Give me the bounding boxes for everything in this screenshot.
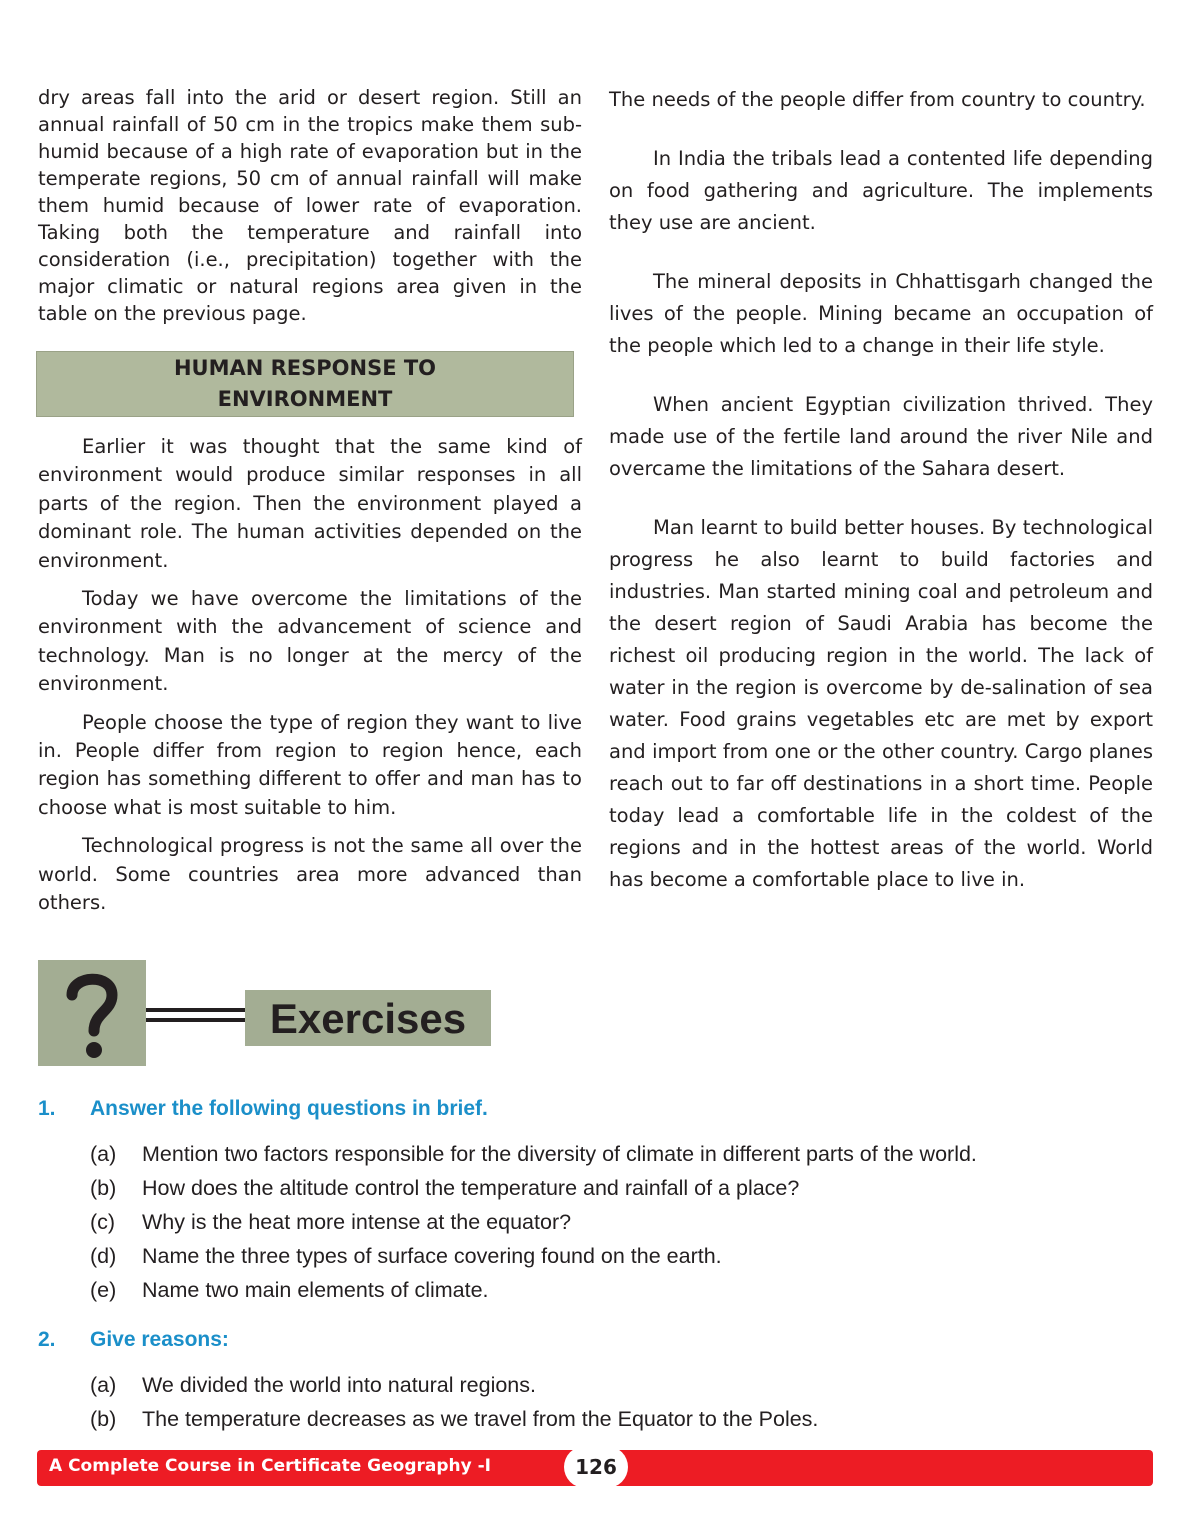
exercises-banner xyxy=(38,960,498,1070)
item-label: (c) xyxy=(90,1210,116,1234)
list-item xyxy=(90,1171,977,1205)
paragraph: When ancient Egyptian civilization thrived. They made use of the fertile land around the river Nile and overcame the limitations of the Sahara desert. xyxy=(609,393,1153,480)
paragraph: dry areas fall into the arid or desert region. Still an annual rainfall of 50 cm in the tropics make them sub-humid because of a high rate of evaporation but in the temperate regions, 50 cm of annual rainfall will make them humid because of lower rate of evaporation. Taking both the temperature and rainfall into consideration (i.e., precipitation) together with the major climatic or natural regions area given in the table on the previous page. xyxy=(38,86,582,325)
list-item xyxy=(90,1273,977,1307)
page-number: 126 xyxy=(564,1446,628,1488)
list-item xyxy=(90,1137,977,1171)
question-mark-icon xyxy=(62,965,122,1061)
paragraph: Earlier it was thought that the same kind of environment would produce similar responses in all parts of the region. Then the environment played a dominant role. The human activities depended on the environment. xyxy=(38,435,582,572)
item-text: Name the three types of surface covering found on the earth. xyxy=(142,1244,722,1268)
question-1 xyxy=(38,1097,977,1307)
list-item xyxy=(90,1239,977,1273)
question-heading-text: Answer the following questions in brief. xyxy=(90,1097,488,1120)
book-title: A Complete Course in Certificate Geography -I xyxy=(49,1456,492,1476)
item-text: The temperature decreases as we travel from the Equator to the Poles. xyxy=(142,1407,819,1431)
question-number: 1. xyxy=(38,1097,56,1120)
exercises-title: Exercises xyxy=(245,990,491,1046)
question-list xyxy=(38,1137,977,1307)
section-heading-line: ENVIRONMENT xyxy=(217,387,393,411)
item-label: (b) xyxy=(90,1176,117,1200)
list-item xyxy=(90,1368,818,1402)
connector-lines xyxy=(146,1008,246,1022)
item-label: (a) xyxy=(90,1373,117,1397)
item-text: How does the altitude control the temperature and rainfall of a place? xyxy=(142,1176,800,1200)
paragraph: Man learnt to build better houses. By technological progress he also learnt to build factories and industries. Man started mining coal and petroleum and the desert region of Saudi Arabia has become the richest oil producing region in the world. The lack of water in the region is overcome by de-salination of sea water. Food grains vegetables etc are met by export and import from one or the other country. Cargo planes reach out to far off destinations in a short time. People today lead a comfortable life in the coldest of the regions and in the hottest areas of the world. World has become a comfortable place to live in. xyxy=(609,516,1153,891)
question-mark-box xyxy=(38,960,146,1066)
item-label: (e) xyxy=(90,1278,117,1302)
item-text: We divided the world into natural regions. xyxy=(142,1373,536,1397)
item-text: Name two main elements of climate. xyxy=(142,1278,489,1302)
paragraph: Today we have overcome the limitations of the environment with the advancement of science and technology. Man is no longer at the mercy of the environment. xyxy=(38,587,582,696)
question-heading xyxy=(38,1328,818,1352)
list-item xyxy=(90,1205,977,1239)
paragraph: The needs of the people differ from country to country. xyxy=(609,88,1146,111)
paragraph: People choose the type of region they want to live in. People differ from region to region hence, each region has something different to offer and man has to choose what is most suitable to him. xyxy=(38,710,582,819)
paragraph: Technological progress is not the same all over the world. Some countries area more advanced than others. xyxy=(38,834,582,915)
section-body xyxy=(38,433,582,918)
item-text: Why is the heat more intense at the equator? xyxy=(142,1210,572,1234)
item-label: (d) xyxy=(90,1244,117,1268)
question-2 xyxy=(38,1328,818,1436)
question-heading xyxy=(38,1097,977,1121)
question-number: 2. xyxy=(38,1328,56,1351)
paragraph: The mineral deposits in Chhattisgarh changed the lives of the people. Mining became an occupation of the people which led to a change in their life style. xyxy=(609,270,1153,357)
section-heading xyxy=(36,351,574,417)
item-label: (b) xyxy=(90,1407,117,1431)
left-column xyxy=(38,84,582,928)
item-label: (a) xyxy=(90,1142,117,1166)
section-heading-line: HUMAN RESPONSE TO xyxy=(173,356,437,380)
footer-bar xyxy=(37,1450,1153,1486)
question-heading-text: Give reasons: xyxy=(90,1328,229,1351)
right-column xyxy=(609,84,1153,923)
item-text: Mention two factors responsible for the diversity of climate in different parts of the world. xyxy=(142,1142,977,1166)
question-list xyxy=(38,1368,818,1436)
paragraph: In India the tribals lead a contented life depending on food gathering and agriculture. The implements they use are ancient. xyxy=(609,147,1153,234)
list-item xyxy=(90,1402,818,1436)
